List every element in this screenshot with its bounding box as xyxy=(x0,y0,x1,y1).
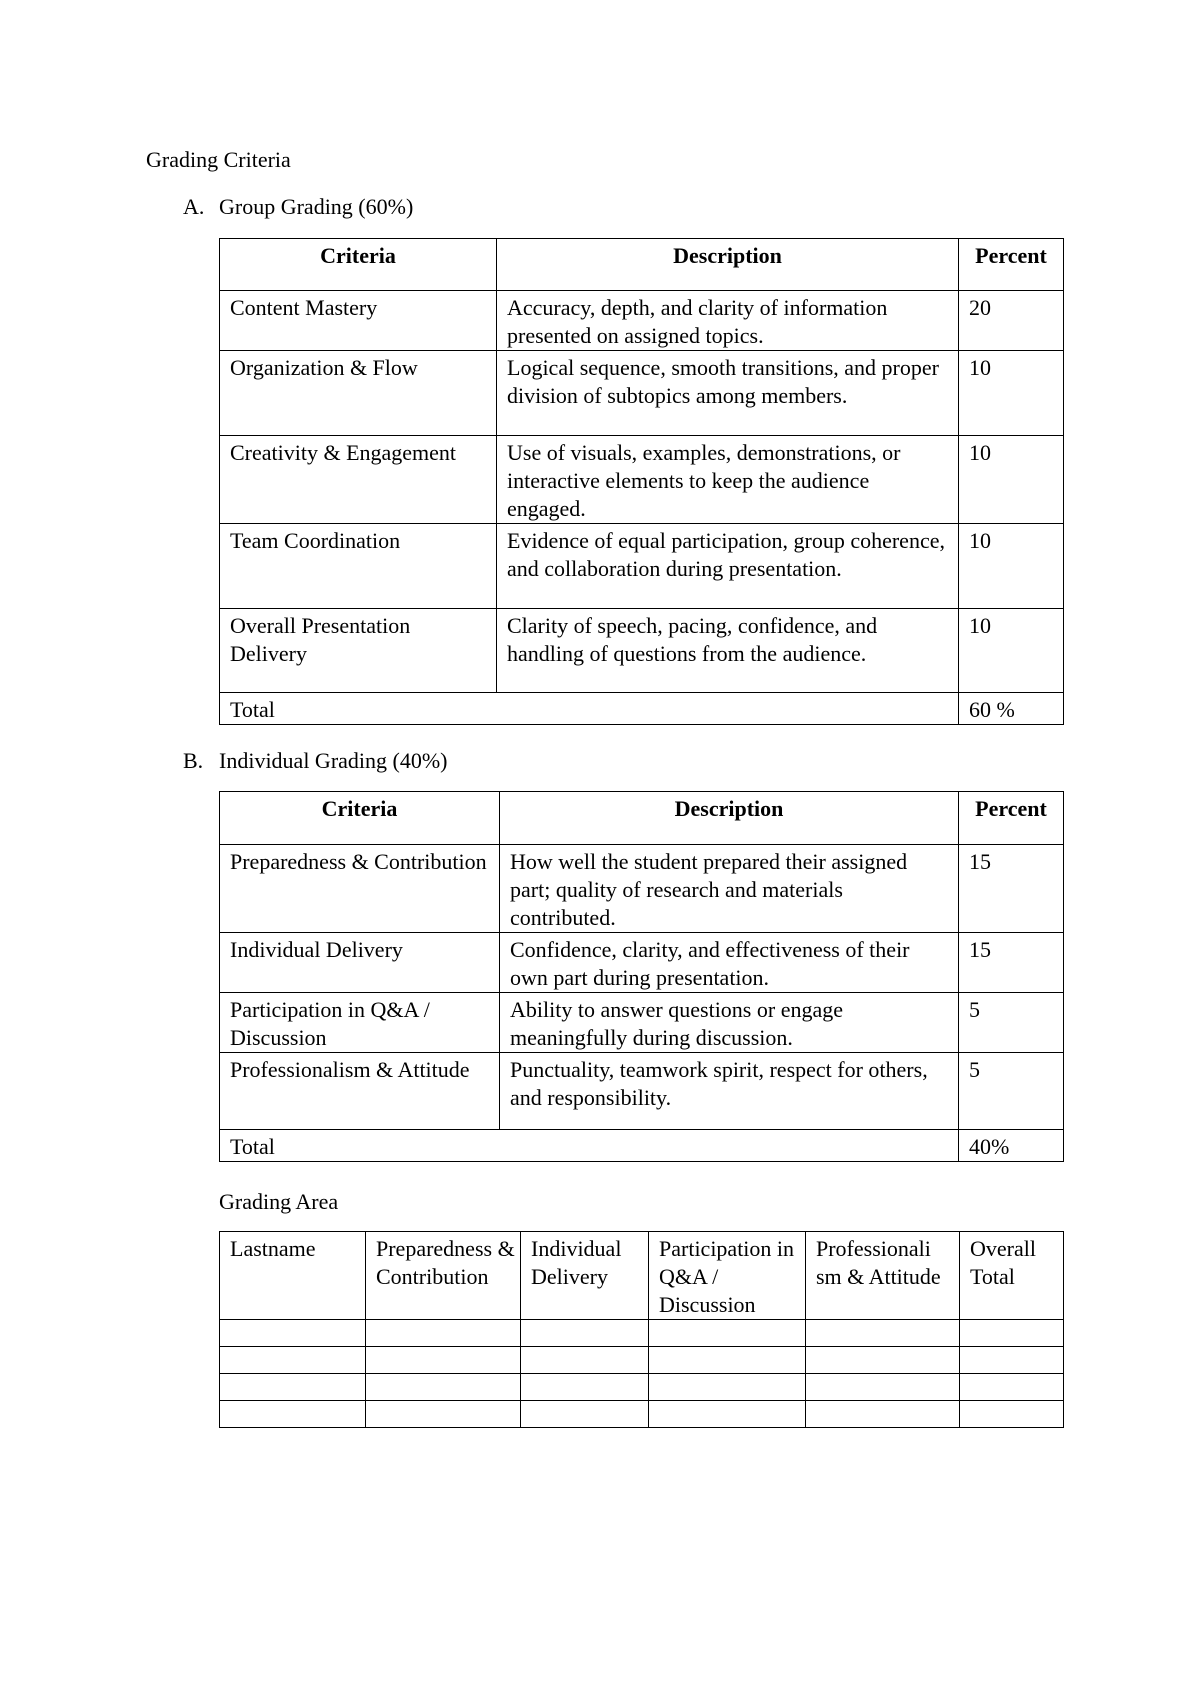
description-cell: How well the student prepared their assigned part; quality of research and materials contributed. xyxy=(500,845,959,933)
criteria-cell: Organization & Flow xyxy=(220,351,497,436)
preparedness-cell[interactable] xyxy=(366,1401,521,1428)
professionalism-cell[interactable] xyxy=(806,1401,960,1428)
column-header-description: Description xyxy=(497,239,959,291)
total-value: 60 % xyxy=(959,693,1064,725)
individual-delivery-cell[interactable] xyxy=(521,1347,649,1374)
column-header-preparedness: Preparedness & Contribution xyxy=(366,1232,521,1320)
criteria-cell: Content Mastery xyxy=(220,291,497,351)
table-header-row xyxy=(220,239,1064,291)
column-header-individual-delivery: Individual Delivery xyxy=(521,1232,649,1320)
grading-area-title: Grading Area xyxy=(219,1189,339,1214)
total-row xyxy=(220,1130,1064,1162)
table-header-row xyxy=(220,1232,1064,1320)
description-cell: Ability to answer questions or engage meaningfully during discussion. xyxy=(500,993,959,1053)
column-header-criteria: Criteria xyxy=(220,792,500,845)
preparedness-cell[interactable] xyxy=(366,1374,521,1401)
description-cell: Use of visuals, examples, demonstrations, or interactive elements to keep the audience engaged. xyxy=(497,436,959,524)
column-header-percent: Percent xyxy=(959,239,1064,291)
percent-cell: 15 xyxy=(959,845,1064,933)
criteria-cell: Team Coordination xyxy=(220,524,497,609)
total-value: 40% xyxy=(959,1130,1064,1162)
professionalism-cell[interactable] xyxy=(806,1320,960,1347)
total-label: Total xyxy=(220,693,959,725)
table-row xyxy=(220,1374,1064,1401)
table-row xyxy=(220,933,1064,993)
table-row xyxy=(220,1053,1064,1130)
percent-cell: 20 xyxy=(959,291,1064,351)
individual-grading-marker: B. xyxy=(183,748,204,773)
table-row xyxy=(220,351,1064,436)
table-row xyxy=(220,845,1064,933)
criteria-cell: Creativity & Engagement xyxy=(220,436,497,524)
criteria-cell: Overall Presentation Delivery xyxy=(220,609,497,693)
column-header-participation: Participation in Q&A / Discussion xyxy=(649,1232,806,1320)
column-header-description: Description xyxy=(500,792,959,845)
group-grading-marker: A. xyxy=(183,194,205,219)
criteria-cell: Professionalism & Attitude xyxy=(220,1053,500,1130)
column-header-professionalism: Professionali sm & Attitude xyxy=(806,1232,960,1320)
criteria-cell: Preparedness & Contribution xyxy=(220,845,500,933)
preparedness-cell[interactable] xyxy=(366,1320,521,1347)
professionalism-cell[interactable] xyxy=(806,1347,960,1374)
table-row xyxy=(220,1320,1064,1347)
description-cell: Confidence, clarity, and effectiveness of their own part during presentation. xyxy=(500,933,959,993)
overall-total-cell[interactable] xyxy=(960,1401,1064,1428)
column-header-percent: Percent xyxy=(959,792,1064,845)
table-row xyxy=(220,1347,1064,1374)
description-cell: Punctuality, teamwork spirit, respect for others, and responsibility. xyxy=(500,1053,959,1130)
description-cell: Logical sequence, smooth transitions, and proper division of subtopics among members. xyxy=(497,351,959,436)
description-cell: Clarity of speech, pacing, confidence, and handling of questions from the audience. xyxy=(497,609,959,693)
total-row xyxy=(220,693,1064,725)
group-grading-heading xyxy=(183,193,583,223)
lastname-cell[interactable] xyxy=(220,1320,366,1347)
lastname-cell[interactable] xyxy=(220,1401,366,1428)
table-row xyxy=(220,609,1064,693)
individual-delivery-cell[interactable] xyxy=(521,1374,649,1401)
participation-cell[interactable] xyxy=(649,1401,806,1428)
table-row xyxy=(220,524,1064,609)
lastname-cell[interactable] xyxy=(220,1347,366,1374)
individual-grading-heading xyxy=(183,747,583,777)
table-row xyxy=(220,291,1064,351)
overall-total-cell[interactable] xyxy=(960,1374,1064,1401)
percent-cell: 10 xyxy=(959,436,1064,524)
percent-cell: 15 xyxy=(959,933,1064,993)
group-grading-heading-text: Group Grading (60%) xyxy=(219,194,414,219)
table-row xyxy=(220,1401,1064,1428)
column-header-lastname: Lastname xyxy=(220,1232,366,1320)
table-row xyxy=(220,993,1064,1053)
percent-cell: 5 xyxy=(959,1053,1064,1130)
percent-cell: 10 xyxy=(959,351,1064,436)
total-label: Total xyxy=(220,1130,959,1162)
table-header-row xyxy=(220,792,1064,845)
lastname-cell[interactable] xyxy=(220,1374,366,1401)
grading-area-table xyxy=(219,1231,1064,1428)
document-title: Grading Criteria xyxy=(146,147,291,172)
individual-grading-table xyxy=(219,791,1064,1162)
criteria-cell: Participation in Q&A / Discussion xyxy=(220,993,500,1053)
individual-delivery-cell[interactable] xyxy=(521,1320,649,1347)
group-grading-table xyxy=(219,238,1064,725)
percent-cell: 5 xyxy=(959,993,1064,1053)
column-header-overall-total: Overall Total xyxy=(960,1232,1064,1320)
participation-cell[interactable] xyxy=(649,1320,806,1347)
percent-cell: 10 xyxy=(959,524,1064,609)
description-cell: Accuracy, depth, and clarity of information presented on assigned topics. xyxy=(497,291,959,351)
professionalism-cell[interactable] xyxy=(806,1374,960,1401)
description-cell: Evidence of equal participation, group coherence, and collaboration during presentation. xyxy=(497,524,959,609)
preparedness-cell[interactable] xyxy=(366,1347,521,1374)
overall-total-cell[interactable] xyxy=(960,1320,1064,1347)
individual-delivery-cell[interactable] xyxy=(521,1401,649,1428)
table-row xyxy=(220,436,1064,524)
overall-total-cell[interactable] xyxy=(960,1347,1064,1374)
percent-cell: 10 xyxy=(959,609,1064,693)
participation-cell[interactable] xyxy=(649,1347,806,1374)
criteria-cell: Individual Delivery xyxy=(220,933,500,993)
individual-grading-heading-text: Individual Grading (40%) xyxy=(219,748,448,773)
column-header-criteria: Criteria xyxy=(220,239,497,291)
participation-cell[interactable] xyxy=(649,1374,806,1401)
